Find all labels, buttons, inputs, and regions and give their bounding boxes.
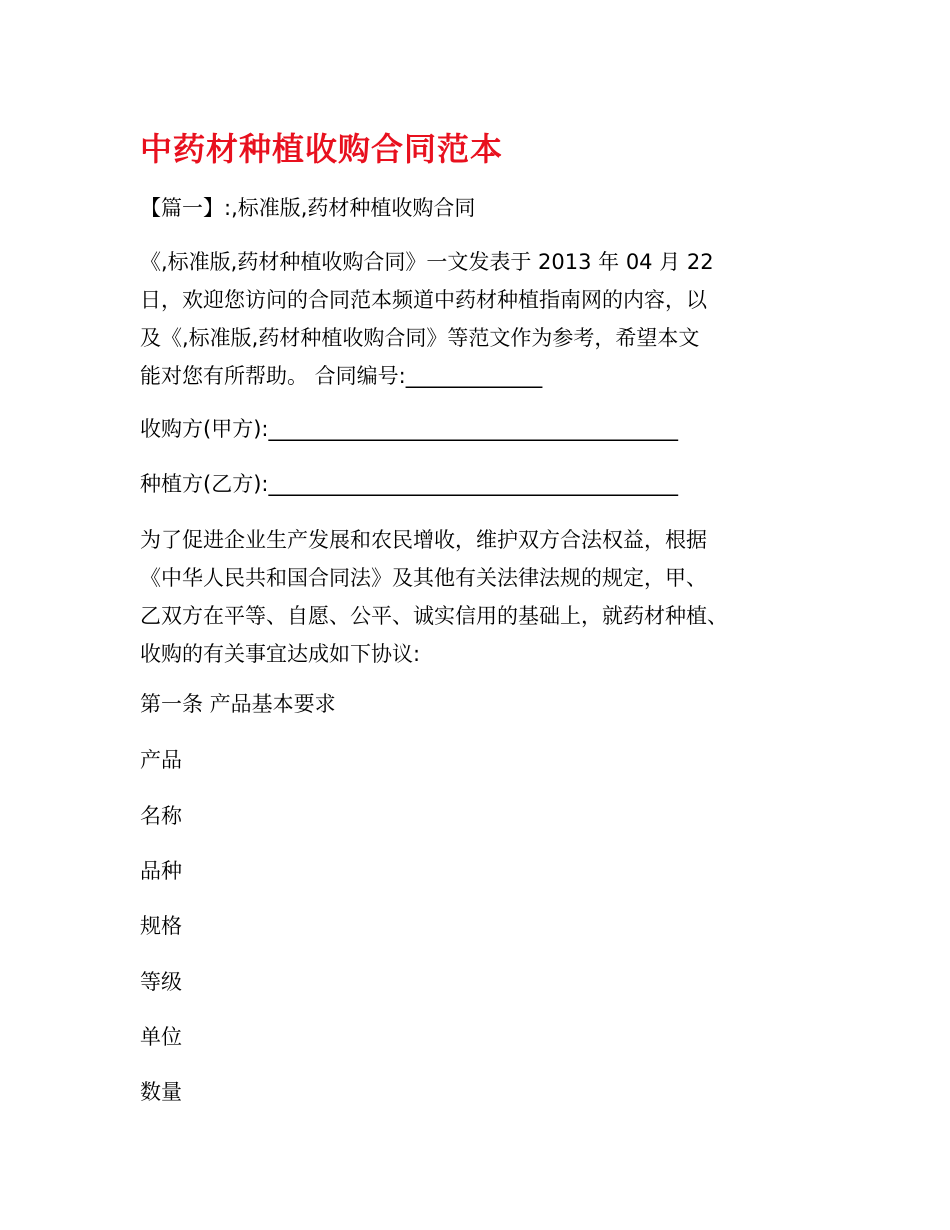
label-grade: 等级 — [140, 970, 182, 994]
intro-line: 及《,标准版,药材种植收购合同》等范文作为参考，希望本文 — [140, 326, 700, 350]
label-unit: 单位 — [140, 1025, 182, 1049]
label-name: 名称 — [140, 804, 182, 828]
purpose-line: 《中华人民共和国合同法》及其他有关法律法规的规定，甲、 — [140, 566, 707, 590]
label-variety: 品种 — [140, 859, 182, 883]
purpose-line: 为了促进企业生产发展和农民增收，维护双方合法权益，根据 — [140, 528, 707, 552]
intro-line: 能对您有所帮助。 合同编号:_____________ — [140, 364, 543, 388]
purpose-paragraph — [140, 527, 728, 679]
article-one-heading: 第一条 产品基本要求 — [140, 692, 336, 716]
purpose-line: 收购的有关事宜达成如下协议: — [140, 642, 421, 666]
label-product: 产品 — [140, 748, 182, 772]
intro-paragraph — [140, 249, 714, 401]
grower-line: 种植方(乙方):_______________________________________ — [140, 472, 678, 496]
purpose-line: 乙双方在平等、自愿、公平、诚实信用的基础上，就药材种植、 — [140, 604, 728, 628]
intro-line: 日，欢迎您访问的合同范本频道中药材种植指南网的内容，以 — [140, 288, 707, 312]
document-title: 中药材种植收购合同范本 — [140, 130, 504, 168]
label-quantity: 数量 — [140, 1080, 182, 1104]
section-heading: 【篇一】:,标准版,药材种植收购合同 — [140, 196, 476, 220]
buyer-line: 收购方(甲方):_______________________________________ — [140, 417, 678, 441]
intro-line: 《,标准版,药材种植收购合同》一文发表于 2013 年 04 月 22 — [140, 250, 714, 274]
label-spec: 规格 — [140, 914, 182, 938]
